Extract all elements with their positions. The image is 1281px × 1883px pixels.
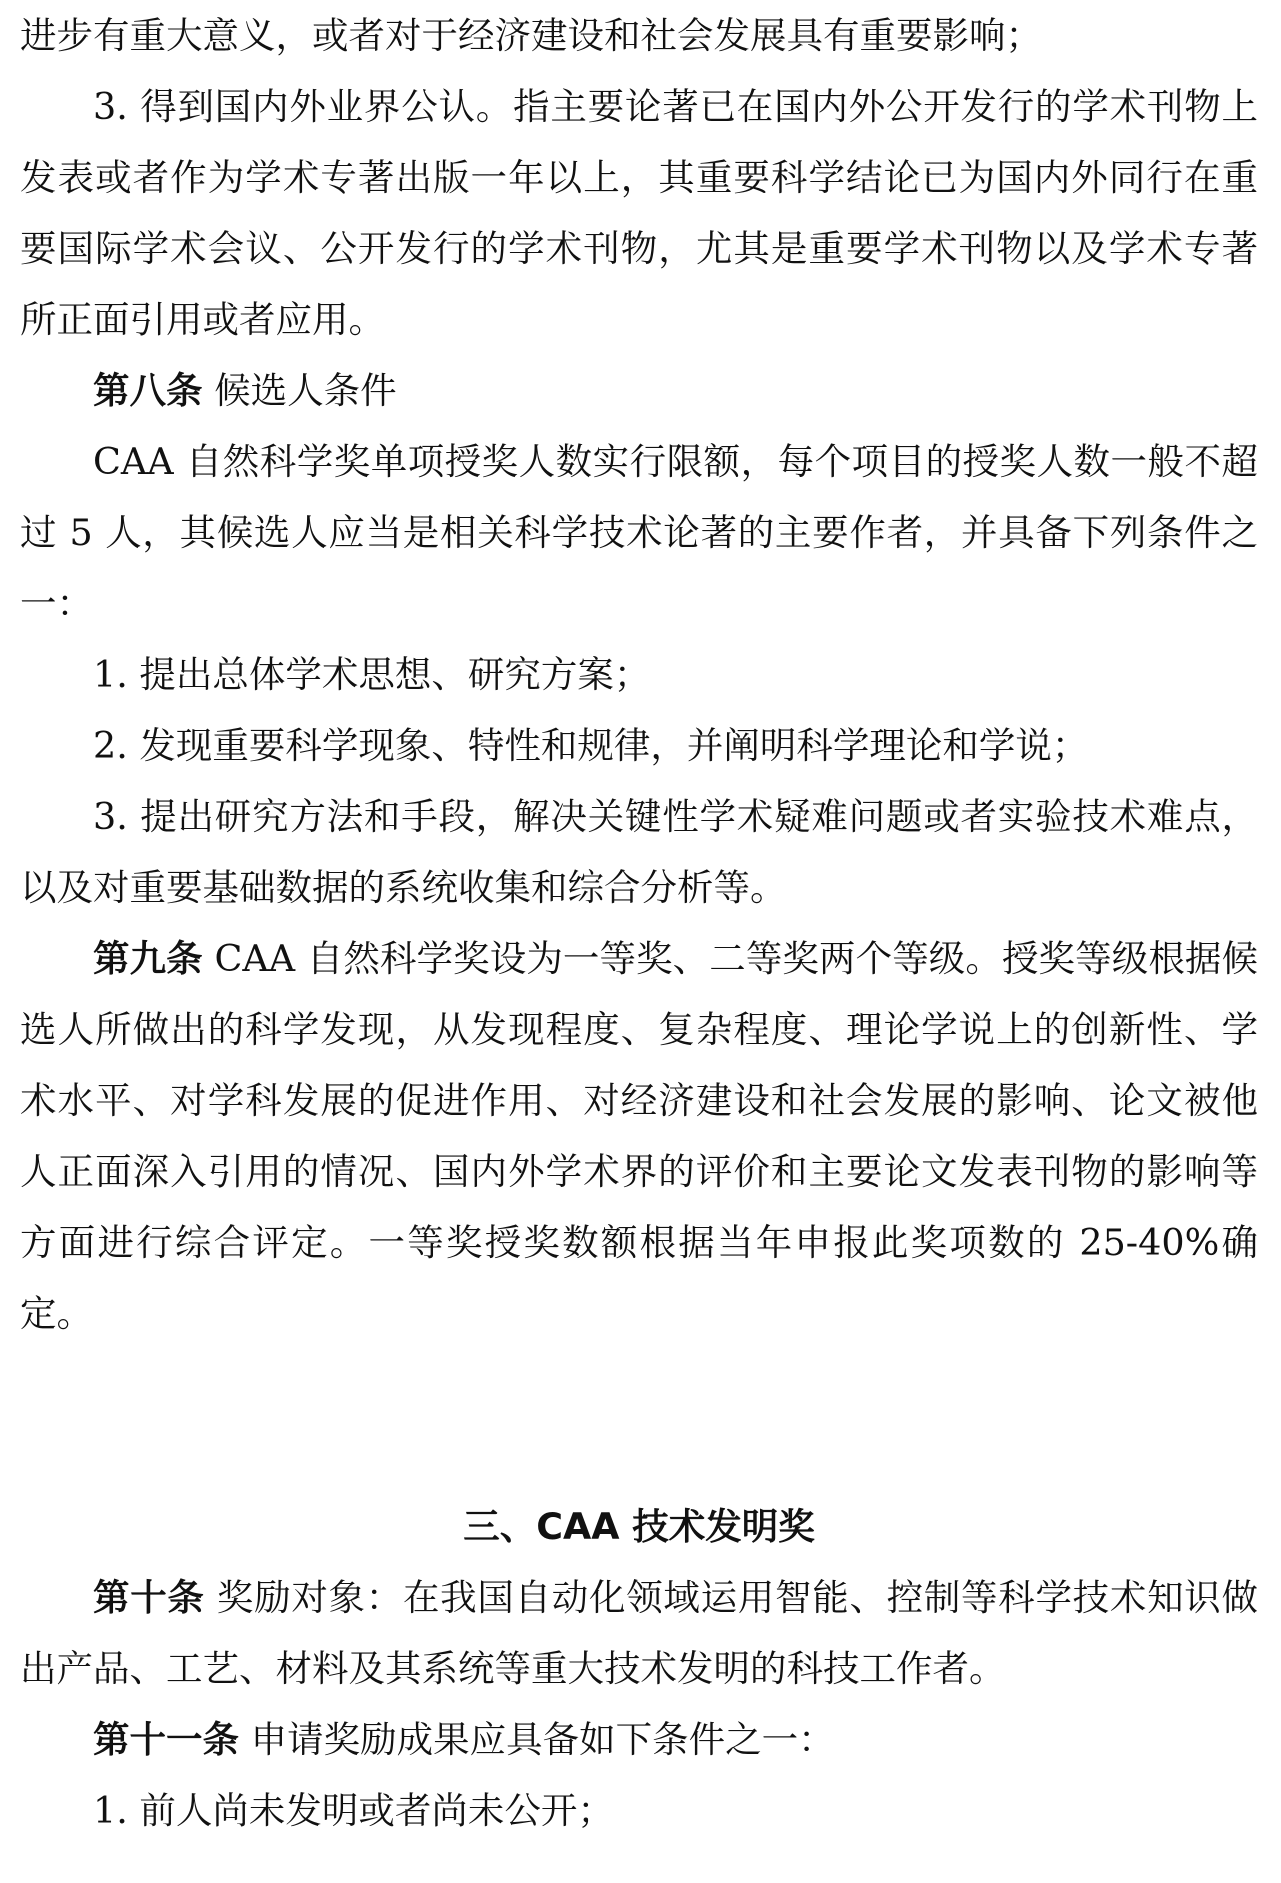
paragraph-text: 1. 提出总体学术思想、研究方案； (93, 653, 651, 696)
paragraph-continuation (20, 0, 1258, 71)
list-item-3 (20, 781, 1258, 923)
paragraph-text: 进步有重大意义，或者对于经济建设和社会发展具有重要影响； (20, 14, 1042, 57)
paragraph-text: 申请奖励成果应具备如下条件之一： (239, 1718, 835, 1761)
paragraph-text: CAA 自然科学奖单项授奖人数实行限额，每个项目的授奖人数一般不超过 5 人，其候选人应当是相关科学技术论著的主要作者，并具备下列条件之一： (20, 440, 1258, 625)
section-spacer (20, 1349, 1258, 1491)
section-title: 三、CAA 技术发明奖 (463, 1505, 815, 1548)
article-10-paragraph (20, 1562, 1258, 1704)
paragraph-item-3-recognition (20, 71, 1258, 355)
list-item-1-invention (20, 1775, 1258, 1846)
paragraph-text: 候选人条件 (202, 369, 397, 412)
article-label: 第九条 (93, 937, 203, 980)
paragraph-text: 2. 发现重要科学现象、特性和规律，并阐明科学理论和学说； (93, 724, 1089, 767)
article-label: 第十一条 (93, 1718, 239, 1761)
paragraph-candidate-limit (20, 426, 1258, 639)
article-label: 第十条 (93, 1576, 205, 1619)
paragraph-text: 3. 得到国内外业界公认。指主要论著已在国内外公开发行的学术刊物上发表或者作为学术专著出版一年以上，其重要科学结论已为国内外同行在重要国际学术会议、公开发行的学术刊物，尤其是重要学术刊物以及学术专著所正面引用或者应用。 (20, 85, 1258, 341)
article-11-paragraph (20, 1704, 1258, 1775)
article-label: 第八条 (93, 369, 203, 412)
paragraph-text: 奖励对象：在我国自动化领域运用智能、控制等科学技术知识做出产品、工艺、材料及其系统等重大技术发明的科技工作者。 (20, 1576, 1258, 1690)
list-item-2 (20, 710, 1258, 781)
document-page (20, 0, 1258, 1846)
paragraph-text: 3. 提出研究方法和手段，解决关键性学术疑难问题或者实验技术难点，以及对重要基础数据的系统收集和综合分析等。 (20, 795, 1258, 909)
list-item-1 (20, 639, 1258, 710)
paragraph-text: 1. 前人尚未发明或者尚未公开； (93, 1789, 614, 1832)
article-9-paragraph (20, 923, 1258, 1349)
article-8-heading (20, 355, 1258, 426)
paragraph-text: CAA 自然科学奖设为一等奖、二等奖两个等级。授奖等级根据候选人所做出的科学发现，从发现程度、复杂程度、理论学说上的创新性、学术水平、对学科发展的促进作用、对经济建设和社会发展的影响、论文被他人正面深入引用的情况、国内外学术界的评价和主要论文发表刊物的影响等方面进行综合评定。一等奖授奖数额根据当年申报此奖项数的 25-40%确定。 (20, 937, 1258, 1335)
